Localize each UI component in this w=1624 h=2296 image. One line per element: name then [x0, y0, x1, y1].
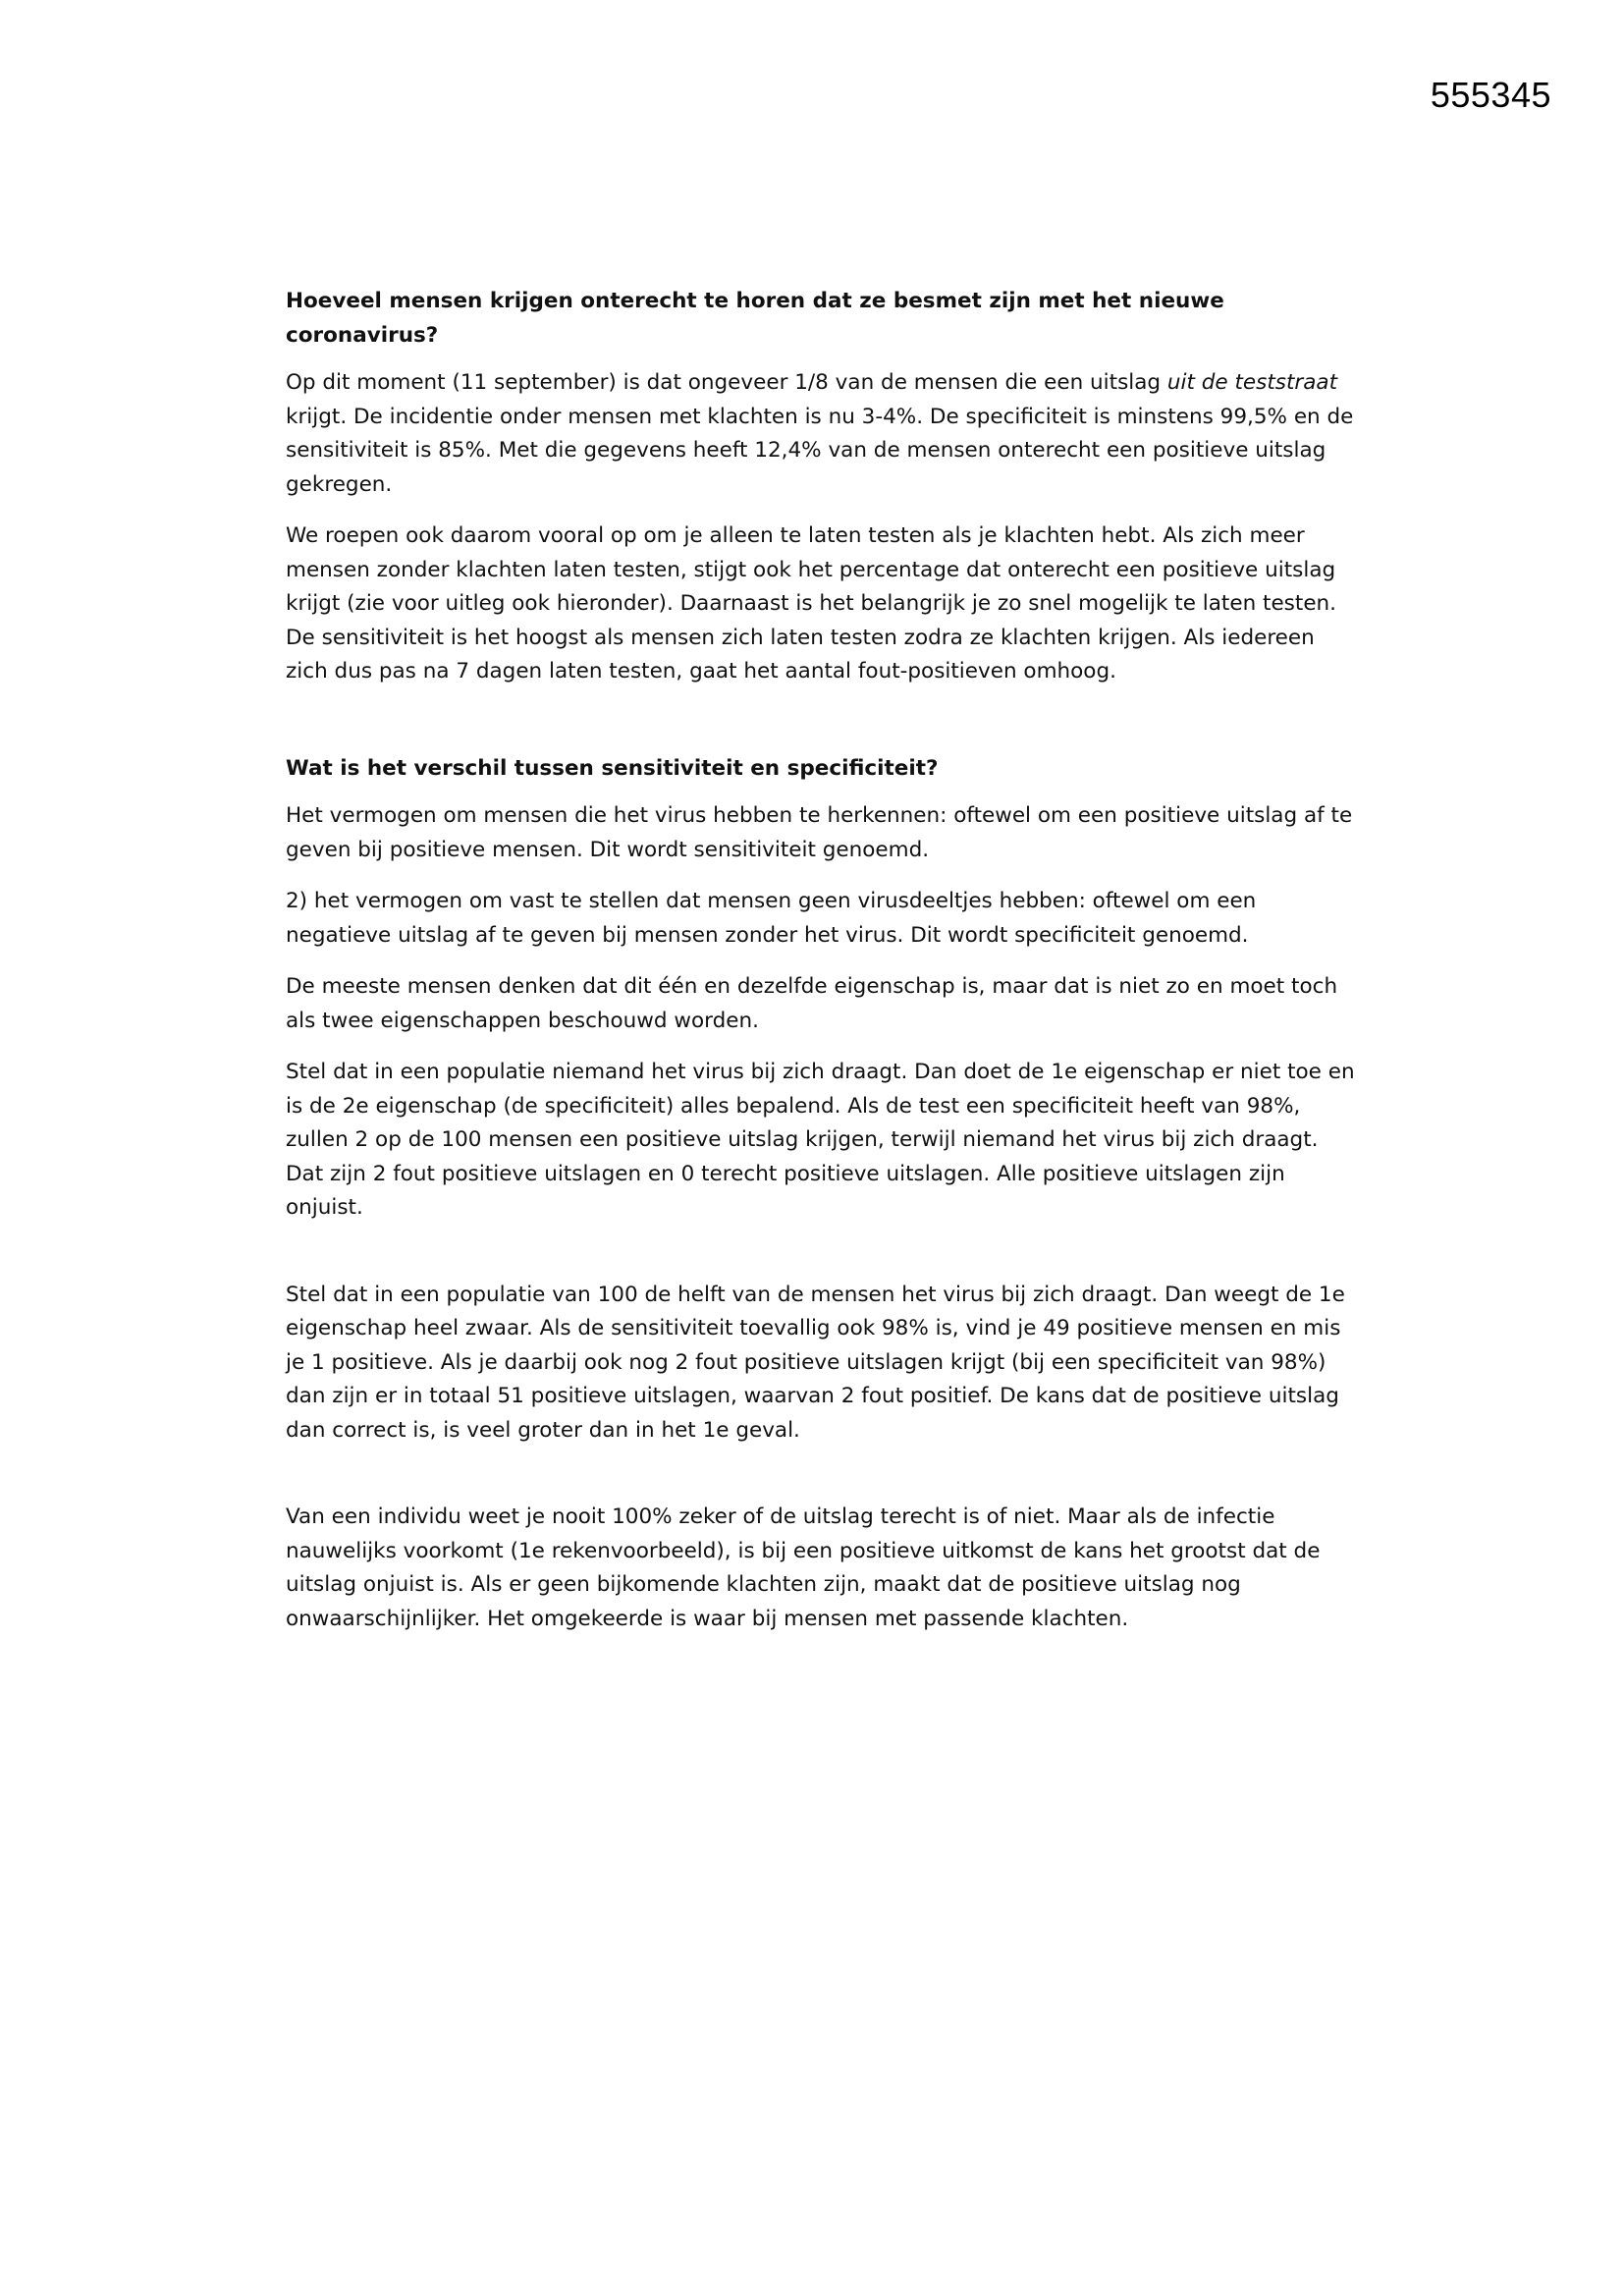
paragraph-testing-advice: We roepen ook daarom vooral op om je alleen te laten testen als je klachten hebt. Als zich meer mensen zonder klachten laten testen, stijgt ook het percentage dat onterecht een positieve uitslag krijgt (zie voor uitleg ook hieronder). Daarnaast is het belangrijk je zo snel mogelijk te laten testen. De sensitiviteit is het hoogst als mensen zich laten testen zodra ze klachten krijgen. Als iedereen zich dus pas na 7 dagen laten testen, gaat het aantal fout-positieven omhoog.: [286, 523, 1337, 683]
paragraph-example-one: Stel dat in een populatie niemand het virus bij zich draagt. Dan doet de 1e eigenschap er niet toe en is de 2e eigenschap (de specificiteit) alles bepalend. Als de test een specificiteit heeft van 98%, zullen 2 op de 100 mensen een positieve uitslag krijgen, terwijl niemand het virus bij zich draagt. Dat zijn 2 fout positieve uitslagen en 0 terecht positieve uitslagen. Alle positieve uitslagen zijn onjuist.: [286, 1060, 1355, 1220]
paragraph-two-properties: De meeste mensen denken dat dit één en dezelfde eigenschap is, maar dat is niet zo en moet toch als twee eigenschappen beschouwd worden.: [286, 974, 1338, 1033]
paragraph-current-ratio: [286, 366, 1356, 502]
paragraph-text: Op dit moment (11 september) is dat ongeveer 1/8 van de mensen die een uitslag: [286, 370, 1167, 395]
paragraph-example-two: Stel dat in een populatie van 100 de helft van de mensen het virus bij zich draagt. Dan weegt de 1e eigenschap heel zwaar. Als de sensitiviteit toevallig ook 98% is, vind je 49 positieve mensen en mis je 1 positieve. Als je daarbij ook nog 2 fout positieve uitslagen krijgt (bij een specificiteit van 98%) dan zijn er in totaal 51 positieve uitslagen, waarvan 2 fout positief. De kans dat de positieve uitslag dan correct is, is veel groter dan in het 1e geval.: [286, 1282, 1345, 1443]
section-heading-false-positives: Hoeveel mensen krijgen onterecht te horen dat ze besmet zijn met het nieuwe coronavirus?: [286, 289, 1224, 348]
paragraph-text: krijgt. De incidentie onder mensen met klachten is nu 3-4%. De specificiteit is minstens 99,5% en de sensitiviteit is 85%. Met die gegevens heeft 12,4% van de mensen onterecht een positieve uitslag gekregen.: [286, 404, 1354, 497]
paragraph-specificity-definition: 2) het vermogen om vast te stellen dat mensen geen virusdeeltjes hebben: oftewel om een negatieve uitslag af te geven bij mensen zonder het virus. Dit wordt specificiteit genoemd.: [286, 889, 1257, 948]
paragraph-sensitivity-definition: Het vermogen om mensen die het virus hebben te herkennen: oftewel om een positieve uitslag af te geven bij positieve mensen. Dit wordt sensitiviteit genoemd.: [286, 803, 1353, 862]
paragraph-individual-conclusion: Van een individu weet je nooit 100% zeker of de uitslag terecht is of niet. Maar als de infectie nauwelijks voorkomt (1e rekenvoorbeeld), is bij een positieve uitkomst de kans het grootst dat de uitslag onjuist is. Als er geen bijkomende klachten zijn, maakt dat de positieve uitslag nog onwaarschijnlijker. Het omgekeerde is waar bij mensen met passende klachten.: [286, 1504, 1321, 1631]
document-body: [286, 285, 1356, 1654]
emphasis-text: uit de teststraat: [1166, 370, 1338, 395]
document-number: 555345: [1430, 75, 1551, 115]
section-heading-sensitivity-specificity: Wat is het verschil tussen sensitiviteit en specificiteit?: [286, 755, 939, 781]
